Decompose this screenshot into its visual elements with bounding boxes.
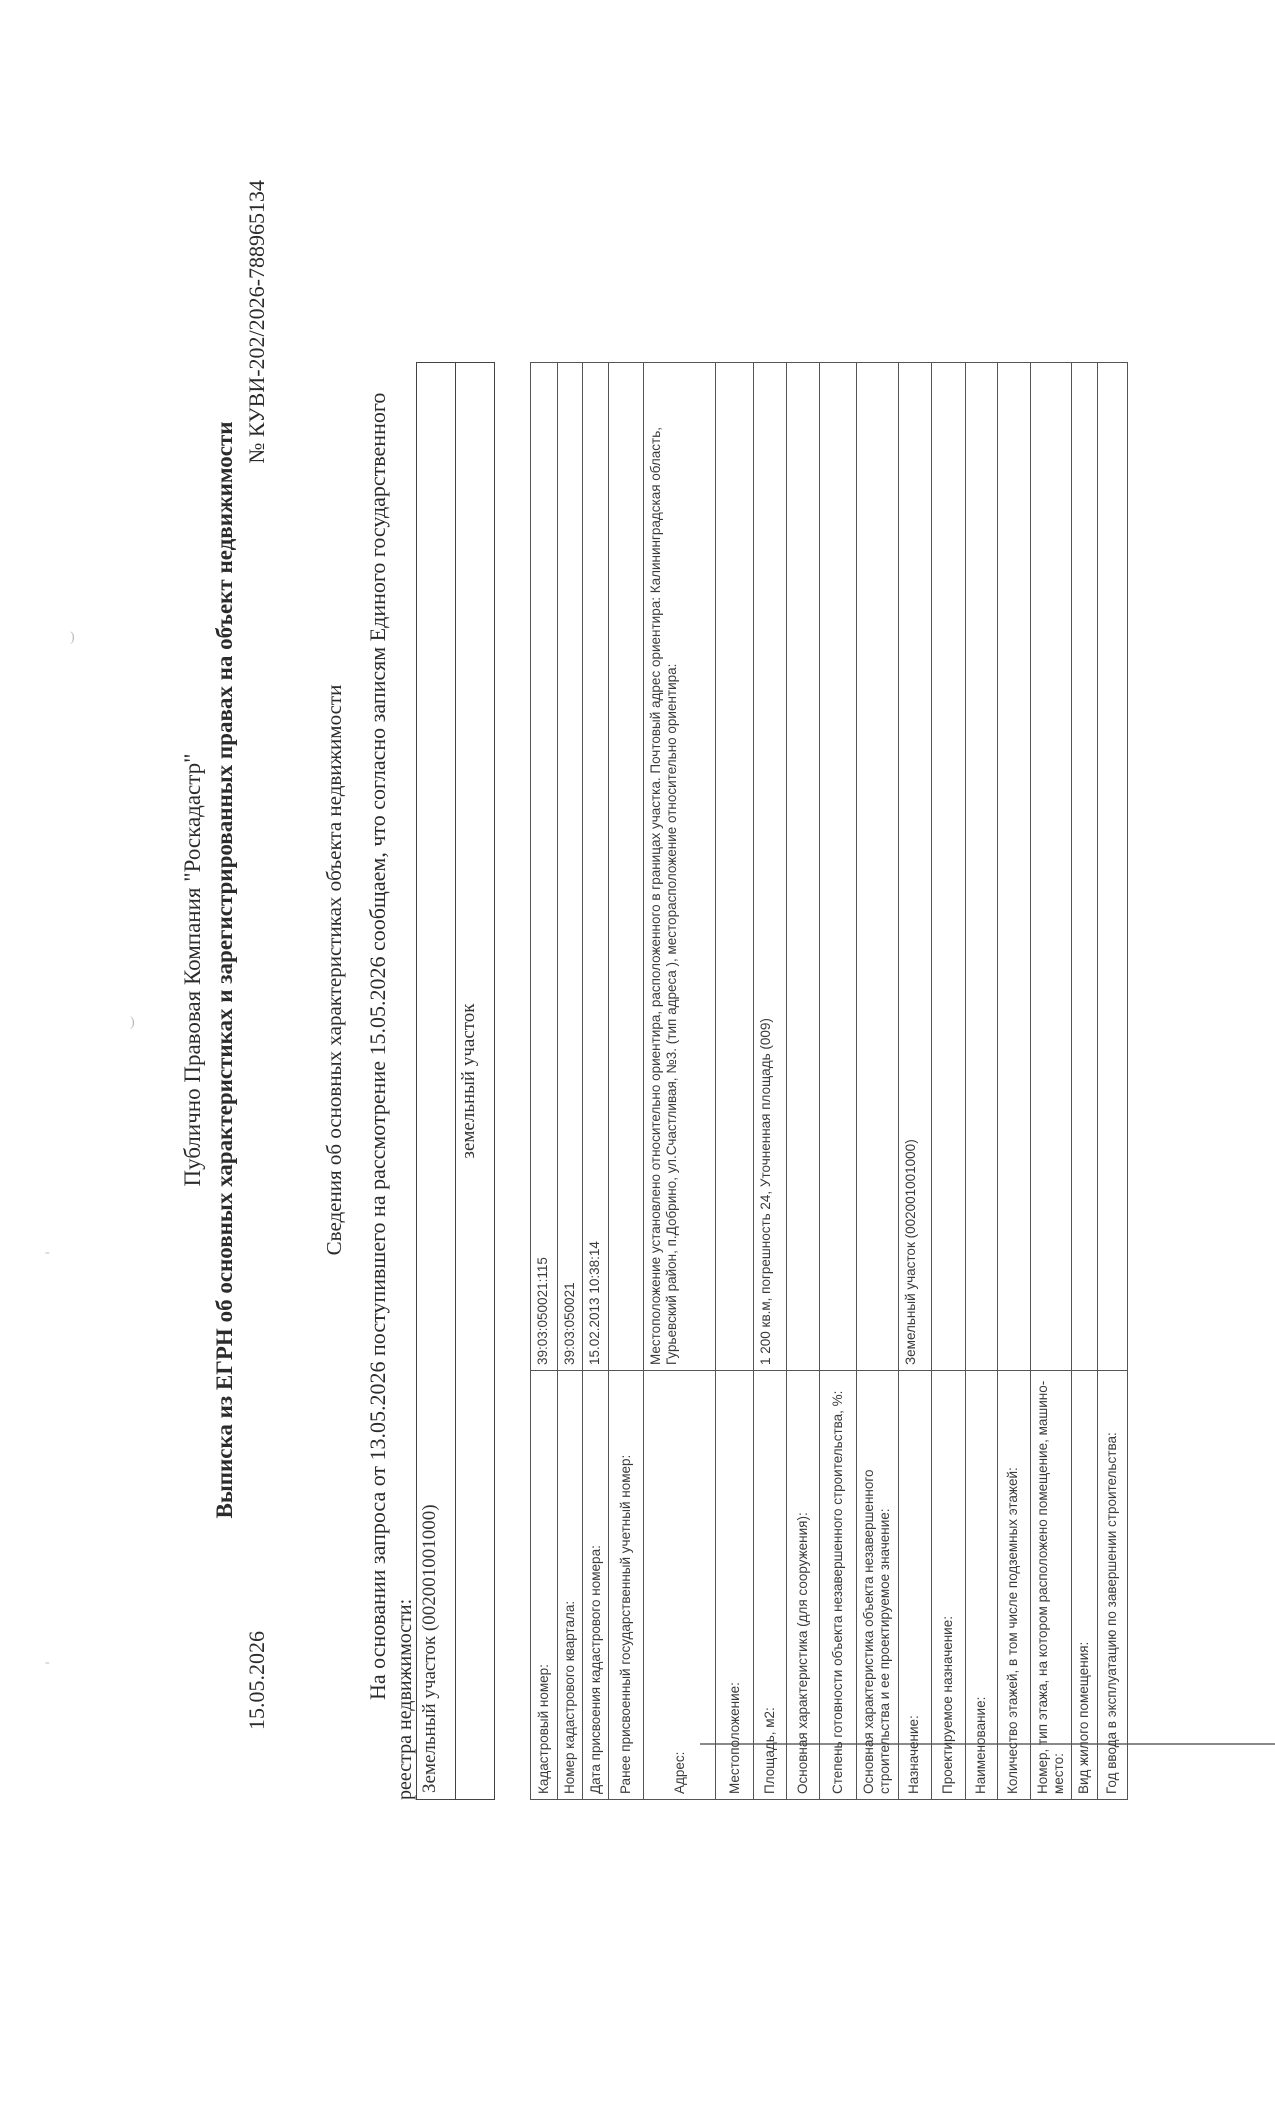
scan-mark: ‐ — [45, 1655, 50, 1670]
field-value — [857, 363, 898, 1371]
table-row — [1030, 363, 1071, 1800]
field-label: Дата присвоения кадастрового номера: — [583, 1371, 609, 1800]
field-label: Год ввода в эксплуатацию по завершении строительства: — [1097, 1371, 1127, 1800]
table-row — [609, 363, 644, 1800]
table-row — [931, 363, 965, 1800]
scan-mark: ) — [70, 630, 75, 645]
field-label: Ранее присвоенный государственный учетный номер: — [609, 1371, 644, 1800]
document-page — [140, 140, 1240, 1800]
scan-mark: ‐ — [45, 1245, 50, 1260]
field-value — [1071, 363, 1097, 1371]
table-row — [583, 363, 609, 1800]
table-row — [787, 363, 820, 1800]
field-label: Количество этажей, в том числе подземных этажей: — [997, 1371, 1030, 1800]
table-row — [997, 363, 1030, 1800]
field-value: Местоположение установлено относительно ориентира, расположенного в границах участка. Почтовый адрес ориентира: Калининградская область, Гурьевский район, п.Добрино, ул.Счастливая, №3. (тип адреса ), месторасположение относительно ориентира: — [644, 363, 716, 1371]
field-label: Номер кадастрового квартала: — [558, 1371, 583, 1800]
basis-statement-continued: реестра недвижимости: — [394, 1598, 416, 1800]
table-row — [1071, 363, 1097, 1800]
field-value: 39:03:050021:115 — [531, 363, 558, 1371]
field-value — [965, 363, 997, 1371]
field-label: Местоположение: — [716, 1371, 754, 1800]
table-row — [716, 363, 754, 1800]
field-label: Адрес: — [644, 1371, 716, 1800]
company-name: Публично Правовая Компания "Роскадастр" — [180, 753, 205, 1187]
field-label: Площадь, м2: — [754, 1371, 787, 1800]
table-row — [965, 363, 997, 1800]
field-label: Степень готовности объекта незавершенного строительства, %: — [820, 1371, 857, 1800]
field-value: 1 200 кв.м, погрешность 24, Уточненная площадь (009) — [754, 363, 787, 1371]
section-title: Сведения об основных характеристиках объекта недвижимости — [322, 684, 346, 1256]
scan-mark: ) — [130, 1015, 135, 1030]
table-row — [417, 363, 456, 1800]
table-row — [820, 363, 857, 1800]
field-value — [820, 363, 857, 1371]
field-value — [1030, 363, 1071, 1371]
table-row — [644, 363, 716, 1800]
document-title: Выписка из ЕГРН об основных характеристиках и зарегистрированных правах на объект недвижимости — [212, 421, 237, 1519]
field-value — [997, 363, 1030, 1371]
field-label: Основная характеристика (для сооружения): — [787, 1371, 820, 1800]
characteristics-table — [530, 362, 1128, 1800]
field-value: Земельный участок (002001001000) — [898, 363, 931, 1371]
table-row — [531, 363, 558, 1800]
table-row — [754, 363, 787, 1800]
field-label: Вид жилого помещения: — [1071, 1371, 1097, 1800]
object-type-table — [416, 362, 495, 1800]
field-label: Наименование: — [965, 1371, 997, 1800]
basis-statement: На основании запроса от 13.05.2026 поступившего на рассмотрение 15.05.2026 сообщаем, что согласно записям Единого государственного — [365, 392, 390, 1700]
field-value — [716, 363, 754, 1371]
table-row — [456, 363, 495, 1800]
field-value — [609, 363, 644, 1371]
document-number: № КУВИ-202/2026-788965134 — [244, 180, 269, 464]
field-value — [1097, 363, 1127, 1371]
field-label: Основная характеристика объекта незавершенного строительства и ее проектируемое значение: — [857, 1371, 898, 1800]
object-type-label: Земельный участок (002001001000) — [417, 363, 456, 1800]
table-row — [857, 363, 898, 1800]
field-value — [931, 363, 965, 1371]
field-label: Назначение: — [898, 1371, 931, 1800]
field-value: 39:03:050021 — [558, 363, 583, 1371]
document-date: 15.05.2026 — [244, 1631, 269, 1730]
field-value: 15.02.2013 10:38:14 — [583, 363, 609, 1371]
field-label: Кадастровый номер: — [531, 1371, 558, 1800]
field-value — [787, 363, 820, 1371]
table-row — [1097, 363, 1127, 1800]
object-kind: земельный участок — [456, 363, 495, 1800]
table-row — [558, 363, 583, 1800]
table-row — [898, 363, 931, 1800]
field-label: Номер, тип этажа, на котором расположено помещение, машино-место: — [1030, 1371, 1071, 1800]
field-label: Проектируемое назначение: — [931, 1371, 965, 1800]
